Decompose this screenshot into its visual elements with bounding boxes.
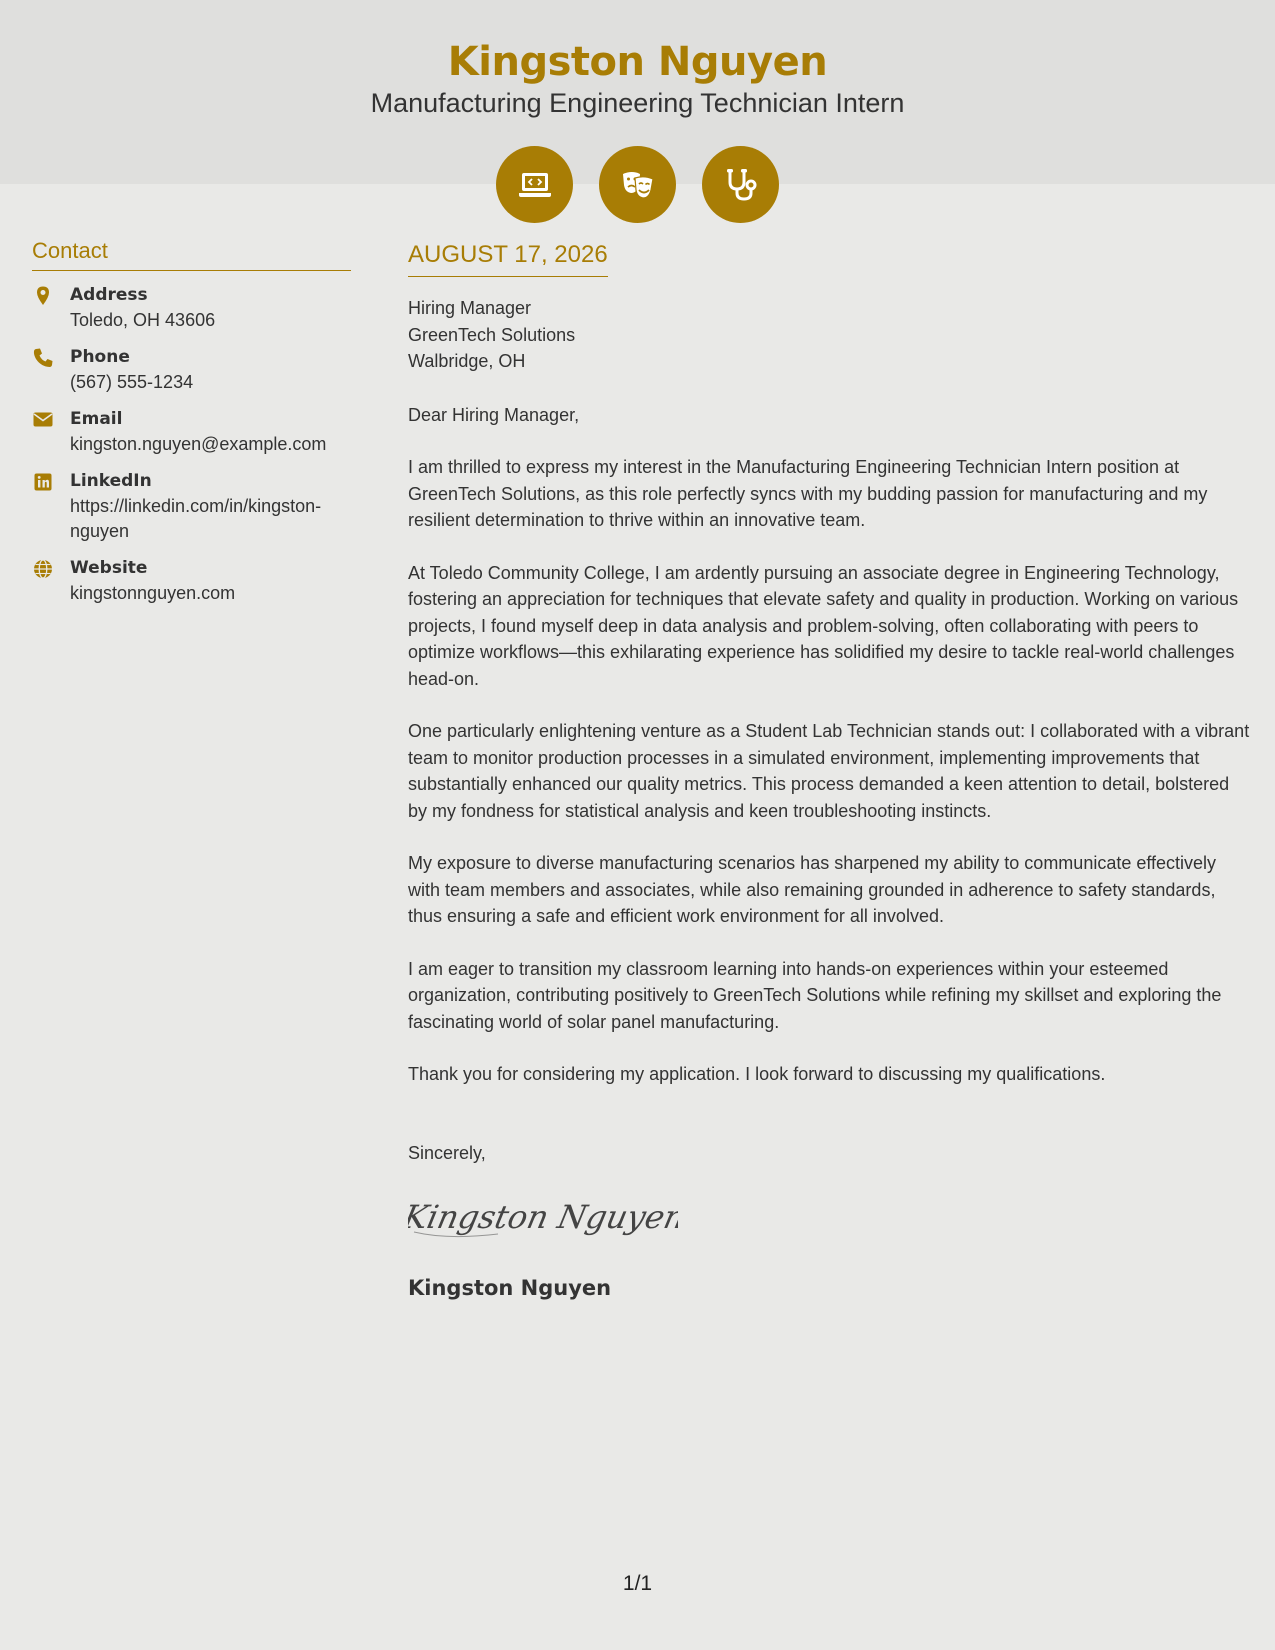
contact-item-phone bbox=[32, 345, 351, 395]
contact-item-website bbox=[32, 556, 351, 606]
linkedin-value[interactable]: https://linkedin.com/in/kingston-nguyen bbox=[70, 496, 322, 541]
phone-value[interactable]: (567) 555-1234 bbox=[70, 372, 194, 392]
contact-section-title: Contact bbox=[32, 236, 351, 271]
signature-text: Kingston Nguyen bbox=[408, 1198, 678, 1236]
globe-icon bbox=[32, 558, 54, 580]
page-number: 1/1 bbox=[622, 1572, 653, 1595]
candidate-name: Kingston Nguyen bbox=[447, 39, 828, 85]
paragraph: My exposure to diverse manufacturing scenarios has sharpened my ability to communicate effectively with team members and associates, while also remaining grounded in adherence to safety standards, thus ensuring a safe and efficient work environment for all involved. bbox=[408, 853, 1217, 926]
paragraph: I am eager to transition my classroom learning into hands-on experiences within your esteemed organization, contributing positively to GreenTech Solutions while refining my skillset and exploring the fascinating world of solar panel manufacturing. bbox=[408, 958, 1222, 1032]
linkedin-label: LinkedIn bbox=[70, 471, 152, 491]
address-label: Address bbox=[70, 285, 148, 305]
candidate-title: Manufacturing Engineering Technician Intern bbox=[370, 88, 905, 118]
contact-item-address bbox=[32, 283, 351, 333]
letter-date: AUGUST 17, 2026 bbox=[408, 238, 608, 277]
paragraph: Thank you for considering my application. I look forward to discussing my qualifications. bbox=[408, 1064, 1106, 1084]
signed-name: Kingston Nguyen bbox=[408, 1276, 612, 1300]
paragraph: One particularly enlightening venture as a Student Lab Technician stands out: I collaborated with a vibrant team to monitor production processes in a simulated environment, implementing improvements that substantially enhanced our quality metrics. This process demanded a keen attention to detail, bolstered by my fondness for statistical analysis and keen troubleshooting instincts. bbox=[408, 721, 1250, 821]
email-label: Email bbox=[70, 409, 123, 429]
closing: Sincerely, bbox=[408, 1142, 486, 1163]
contact-sidebar bbox=[32, 236, 351, 618]
paragraph: I am thrilled to express my interest in the Manufacturing Engineering Technician Intern position at GreenTech Solutions, as this role perfectly syncs with my budding passion for manufacturing and my resilient determination to thrive within an innovative team. bbox=[408, 457, 1208, 530]
interest-icons bbox=[0, 146, 1275, 223]
recipient-block bbox=[408, 295, 1250, 375]
contact-list bbox=[32, 283, 351, 606]
letter-body bbox=[408, 238, 1250, 1302]
email-value[interactable]: kingston.nguyen@example.com bbox=[70, 434, 327, 454]
recipient-line: Hiring Manager bbox=[408, 298, 532, 318]
address-value: Toledo, OH 43606 bbox=[70, 310, 216, 330]
linkedin-icon bbox=[32, 471, 54, 493]
stethoscope-icon bbox=[702, 146, 779, 223]
envelope-icon bbox=[32, 409, 54, 431]
website-value[interactable]: kingstonnguyen.com bbox=[70, 583, 236, 603]
handwritten-signature bbox=[408, 1188, 1250, 1248]
theater-masks-icon bbox=[599, 146, 676, 223]
contact-item-linkedin bbox=[32, 469, 351, 544]
contact-item-email bbox=[32, 407, 351, 457]
website-label: Website bbox=[70, 558, 148, 578]
phone-label: Phone bbox=[70, 347, 130, 367]
recipient-company: GreenTech Solutions bbox=[408, 324, 576, 345]
map-marker-icon bbox=[32, 285, 54, 307]
phone-icon bbox=[32, 347, 54, 369]
paragraph: At Toledo Community College, I am ardently pursuing an associate degree in Engineering Technology, fostering an appreciation for techniques that elevate safety and quality in production. Working on various projects, I found myself deep in data analysis and problem-solving, often collaborating with peers to optimize workflows—this exhilarating experience has solidified my desire to tackle real-world challenges head-on. bbox=[408, 562, 1239, 689]
recipient-location: Walbridge, OH bbox=[408, 351, 526, 371]
salutation: Dear Hiring Manager, bbox=[408, 404, 580, 425]
laptop-code-icon bbox=[496, 146, 573, 223]
